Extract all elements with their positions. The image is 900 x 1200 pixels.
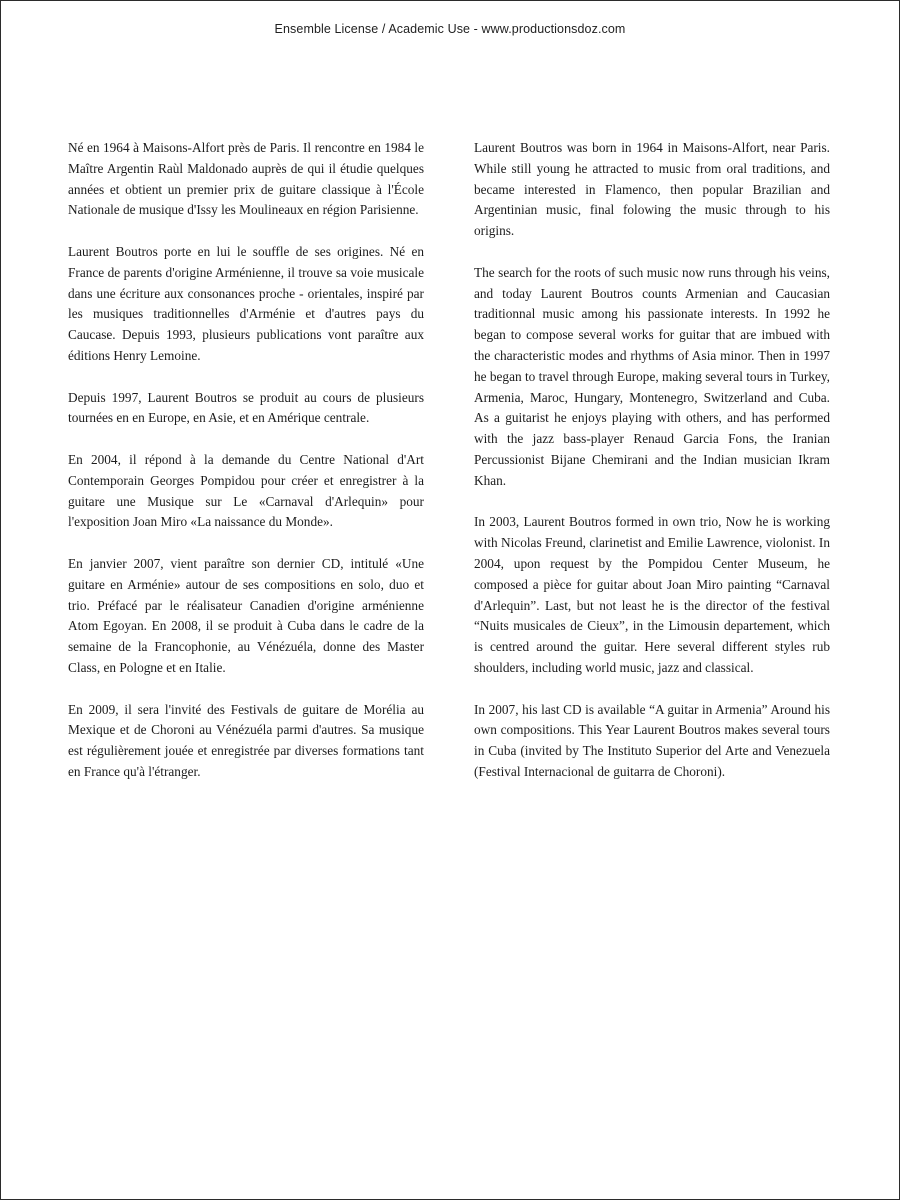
english-paragraph-3: In 2003, Laurent Boutros formed in own trio, Now he is working with Nicolas Freund, clarinetist and Emilie Lawrence, violonist. In 2004, upon request by the Pompidou Center Museum, he composed a pièce for guitar about Joan Miro painting “Carnaval d'Arlequin”. Last, but not least he is the director of the festival “Nuits musicales de Cieux”, in the Limousin departement, which is centred around the guitar. Here several different styles rub shoulders, including world music, jazz and classical. [474, 514, 830, 675]
french-paragraph-4: En 2004, il répond à la demande du Centre National d'Art Contemporain Georges Pompidou pour créer et enregistrer à la guitare une Musique sur Le «Carnaval d'Arlequin» pour l'exposition Joan Miro «La naissance du Monde». [68, 451, 424, 530]
english-paragraph-1: Laurent Boutros was born in 1964 in Maisons-Alfort, near Paris. While still young he attracted to music from oral traditions, and became interested in Flamenco, then popular Brazilian and Argentinian music, final folowing the music through to his origins. [474, 140, 830, 239]
english-paragraph-4: In 2007, his last CD is available “A guitar in Armenia” Around his own compositions. This Year Laurent Boutros makes several tours in Cuba (invited by The Instituto Superior del Arte and Venezuela (Festival Internacional de guitarra de Choroni). [474, 701, 830, 779]
french-paragraph-3: Depuis 1997, Laurent Boutros se produit au cours de plusieurs tournées en en Europe, en Asie, et en Amérique centrale. [68, 389, 424, 426]
english-biography-column [474, 138, 830, 804]
french-paragraph-6: En 2009, il sera l'invité des Festivals de guitare de Morélia au Mexique et de Choroni au Vénézuéla parmi d'autres. Sa musique est régulièrement jouée et enregistrée par diverses formations tant en France qu'à l'étranger. [68, 701, 424, 779]
french-paragraph-2: Laurent Boutros porte en lui le souffle de ses origines. Né en France de parents d'origine Arménienne, il trouve sa voie musicale dans une écriture aux consonances proche - orientales, inspiré par les musiques traditionnelles d'Arménie et d'autres pays du Caucase. Depuis 1993, plusieurs publications vont paraître aux éditions Henry Lemoine. [68, 243, 424, 363]
french-paragraph-5: En janvier 2007, vient paraître son dernier CD, intitulé «Une guitare en Arménie» autour de ses compositions en solo, duo et trio. Préfacé par le réalisateur Canadien d'origine arménienne Atom Egoyan. En 2008, il se produit à Cuba dans le cadre de la semaine de la Francophonie, au Vénézuéla, donne des Master Class, en Pologne et en Italie. [68, 555, 424, 675]
french-paragraph-1: Né en 1964 à Maisons-Alfort près de Paris. Il rencontre en 1984 le Maître Argentin Raùl Maldonado auprès de qui il étudie quelques années et obtient un premier prix de guitare classique à l'École Nationale de musique d'Issy les Moulineaux en région Parisienne. [68, 140, 424, 218]
license-header: Ensemble License / Academic Use - www.productionsdoz.com [274, 22, 626, 36]
french-biography-column [68, 138, 424, 804]
english-paragraph-2: The search for the roots of such music now runs through his veins, and today Laurent Boutros counts Armenian and Caucasian traditionnal music among his passionate interests. In 1992 he began to compose several works for guitar that are imbued with the characteristic modes and rhythms of Asia minor. Then in 1997 he began to travel through Europe, making several tours in Turkey, Armenia, Maroc, Hungary, Montenegro, Switzerland and Cuba. As a guitarist he enjoys playing with others, and has performed with the jazz bass-player Renaud Garcia Fons, the Iranian Percussionist Bijane Chemirani and the Indian musician Ikram Khan. [474, 264, 830, 488]
